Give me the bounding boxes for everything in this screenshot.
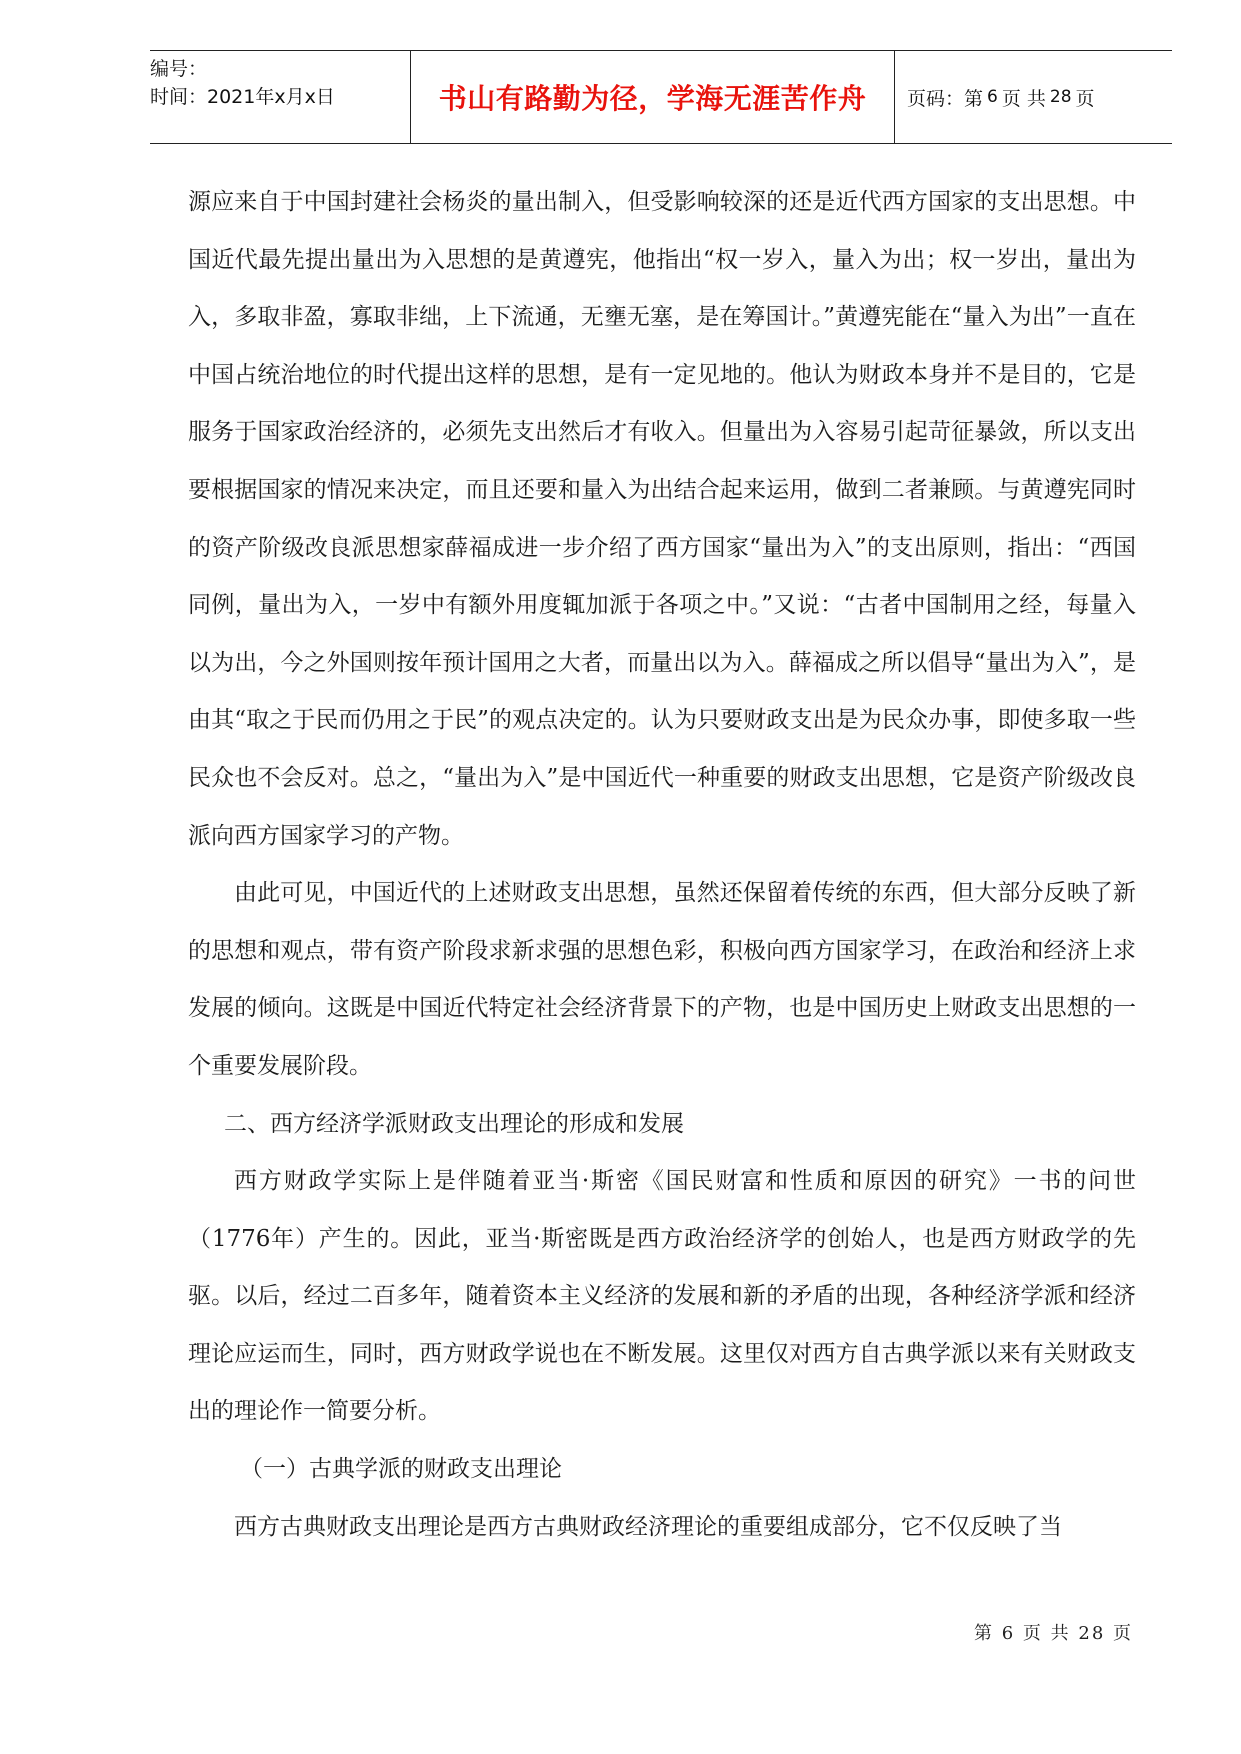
document-body [188, 174, 1136, 1556]
serial-number-label: 编号： [150, 58, 208, 80]
paragraph-summary: 由此可见，中国近代的上述财政支出思想，虽然还保留着传统的东西，但大部分反映了新的思想和观点，带有资产阶段求新求强的思想色彩，积极向西方国家学习，在政治和经济上求发展的倾向。这既是中国近代特定社会经济背景下的产物，也是中国历史上财政支出思想的一个重要发展阶段。 [188, 880, 1136, 1079]
subsection-heading: （一）古典学派的财政支出理论 [240, 1456, 562, 1483]
date-label: 时间：2021年x月x日 [150, 86, 335, 108]
page-prefix: 页码：第 [907, 87, 984, 110]
page-header [150, 50, 1172, 144]
section-heading: 二、西方经济学派财政支出理论的形成和发展 [224, 1110, 684, 1137]
paragraph-western-finance: 西方财政学实际上是伴随着亚当·斯密《国民财富和性质和原因的研究》一书的问世（1776年）产生的。因此，亚当·斯密既是西方政治经济学的创始人，也是西方财政学的先驱。以后，经过二百多年，随着资本主义经济的发展和新的矛盾的出现，各种经济学派和经济理论应运而生，同时，西方财政学说也在不断发展。这里仅对西方自古典学派以来有关财政支出的理论作一简要分析。 [188, 1168, 1136, 1425]
paragraph-continued: 源应来自于中国封建社会杨炎的量出制入，但受影响较深的还是近代西方国家的支出思想。中国近代最先提出量出为入思想的是黄遵宪，他指出“权一岁入，量入为出；权一岁出，量出为入，多取非盈，寡取非绌，上下流通，无壅无塞，是在筹国计。”黄遵宪能在“量入为出”一直在中国占统治地位的时代提出这样的思想，是有一定见地的。他认为财政本身并不是目的，它是服务于国家政治经济的，必须先支出然后才有收入。但量出为入容易引起苛征暴敛，所以支出要根据国家的情况来决定，而且还要和量入为出结合起来运用，做到二者兼顾。与黄遵宪同时的资产阶级改良派思想家薛福成进一步介绍了西方国家“量出为入”的支出原则，指出：“西国同例，量出为入，一岁中有额外用度辄加派于各项之中。”又说：“古者中国制用之经，每量入以为出，今之外国则按年预计国用之大者，而量出以为入。薛福成之所以倡导“量出为入”，是由其“取之于民而仍用之于民”的观点决定的。认为只要财政支出是为民众办事，即使多取一些民众也不会反对。总之，“量出为入”是中国近代一种重要的财政支出思想，它是资产阶级改良派向西方国家学习的产物。 [188, 189, 1136, 849]
header-page-number [895, 51, 1172, 143]
header-meta [150, 51, 411, 143]
page-suffix: 页 [1075, 87, 1095, 110]
page-total: 28 [1049, 87, 1072, 107]
header-motto: 书山有路勤为径，学海无涯苦作舟 [411, 51, 895, 143]
page-footer: 第 6 页 共 28 页 [974, 1623, 1133, 1644]
page-current: 6 [987, 87, 998, 107]
paragraph-classical: 西方古典财政支出理论是西方古典财政经济理论的重要组成部分，它不仅反映了当 [234, 1513, 1062, 1540]
page-middle: 页 共 [1001, 87, 1046, 110]
